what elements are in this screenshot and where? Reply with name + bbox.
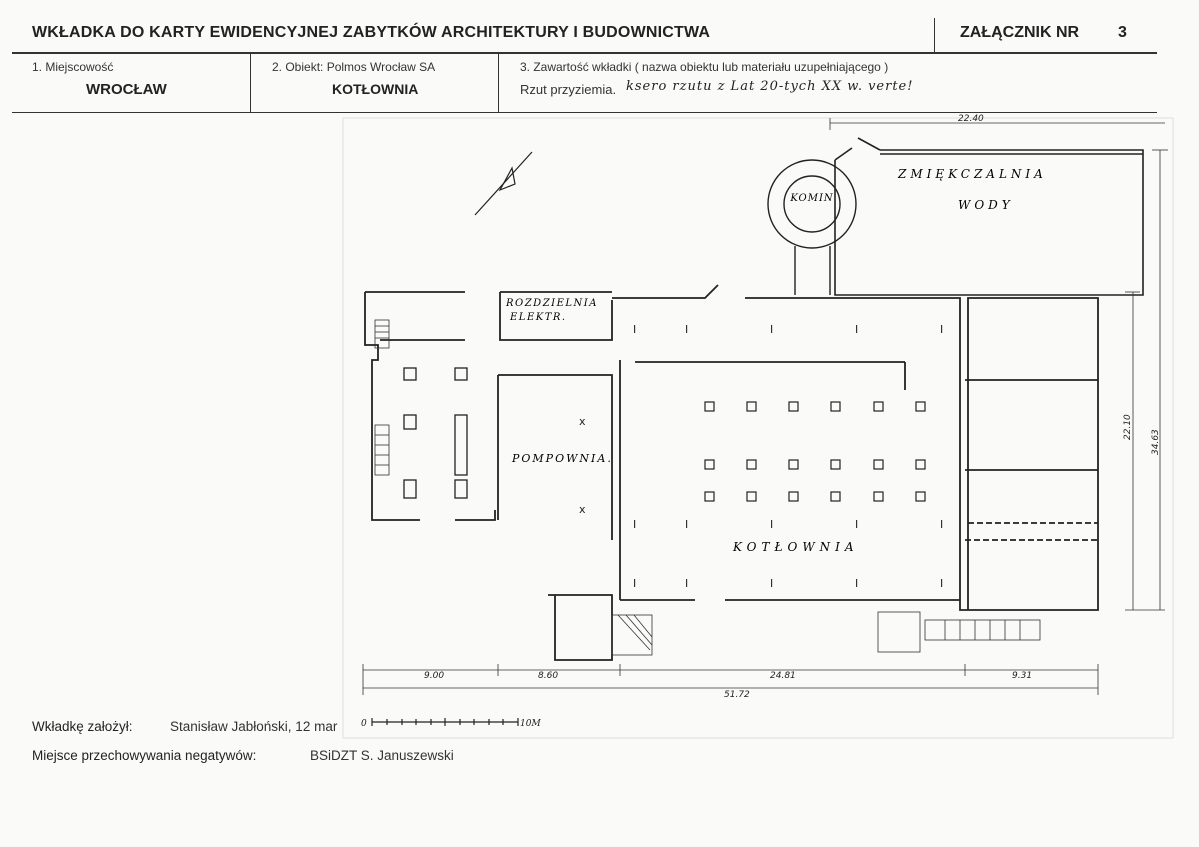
- room-label-softener-2: WODY: [958, 198, 1014, 212]
- piers-left: [404, 368, 467, 498]
- room-label-softener-1: ZMIĘKCZALNIA: [898, 167, 1047, 181]
- room-label-boilerhouse: KOTŁOWNIA: [733, 540, 859, 554]
- room-label-chimney: KOMIN: [790, 193, 834, 204]
- annex-number: 3: [1118, 24, 1127, 41]
- dim-right-inner: 22.10: [1123, 414, 1133, 440]
- dim-seg-1: 9.00: [424, 671, 445, 681]
- svg-text:x: x: [579, 503, 586, 516]
- svg-text:x: x: [579, 415, 586, 428]
- svg-text:I: I: [940, 577, 944, 590]
- dim-seg-3: 24.81: [770, 671, 796, 681]
- object-value: KOTŁOWNIA: [332, 81, 419, 97]
- author-label: Wkładkę założył:: [32, 719, 133, 734]
- object-label: 2. Obiekt: Polmos Wrocław SA: [272, 60, 436, 74]
- locality-label: 1. Miejscowość: [32, 60, 114, 74]
- annex-label: ZAŁĄCZNIK NR: [960, 24, 1080, 41]
- main-walls: [365, 285, 1098, 660]
- svg-text:I: I: [685, 577, 689, 590]
- svg-text:I: I: [770, 518, 774, 531]
- contents-handwritten-note: ksero rzutu z Lat 20-tych XX w. verte!: [626, 79, 914, 94]
- dim-seg-4: 9.31: [1012, 671, 1033, 681]
- chimney-icon: [768, 160, 856, 295]
- svg-text:I: I: [633, 577, 637, 590]
- svg-text:I: I: [855, 518, 859, 531]
- dim-right-outer: 34.63: [1151, 429, 1161, 455]
- svg-text:I: I: [855, 577, 859, 590]
- svg-text:I: I: [685, 323, 689, 336]
- locality-value: WROCŁAW: [86, 81, 167, 98]
- room-label-switchgear-2: ELEKTR.: [510, 312, 567, 323]
- document-title: WKŁADKA DO KARTY EWIDENCYJNEJ ZABYTKÓW ARCHITEKTURY I BUDOWNICTWA: [32, 24, 711, 41]
- north-arrow-icon: [475, 152, 532, 215]
- svg-text:I: I: [770, 323, 774, 336]
- negatives-label: Miejsce przechowywania negatywów:: [32, 748, 257, 763]
- svg-text:I: I: [855, 323, 859, 336]
- scale-bar: [372, 718, 518, 726]
- scale-bar-end: 10M: [520, 719, 541, 729]
- columns-boiler-hall: [705, 402, 925, 501]
- svg-text:I: I: [770, 577, 774, 590]
- svg-text:I: I: [940, 323, 944, 336]
- dim-top-width: 22.40: [958, 114, 984, 124]
- staircases: [375, 320, 1040, 655]
- dim-seg-2: 8.60: [538, 671, 559, 681]
- svg-text:I: I: [633, 323, 637, 336]
- author-value: Stanisław Jabłoński, 12 mar: [170, 719, 338, 734]
- svg-text:I: I: [633, 518, 637, 531]
- room-label-pumphouse: POMPOWNIA.: [512, 452, 613, 465]
- negatives-value: BSiDZT S. Januszewski: [310, 748, 454, 763]
- contents-label: 3. Zawartość wkładki ( nazwa obiektu lub materiału uzupełniającego ): [520, 60, 889, 74]
- scale-bar-start: 0: [361, 719, 367, 729]
- room-label-switchgear-1: ROZDZIELNIA: [506, 298, 598, 309]
- dim-total: 51.72: [724, 690, 750, 700]
- svg-text:I: I: [685, 518, 689, 531]
- svg-text:I: I: [940, 518, 944, 531]
- contents-value: Rzut przyziemia.: [520, 82, 617, 97]
- softener-walls: [835, 138, 1143, 295]
